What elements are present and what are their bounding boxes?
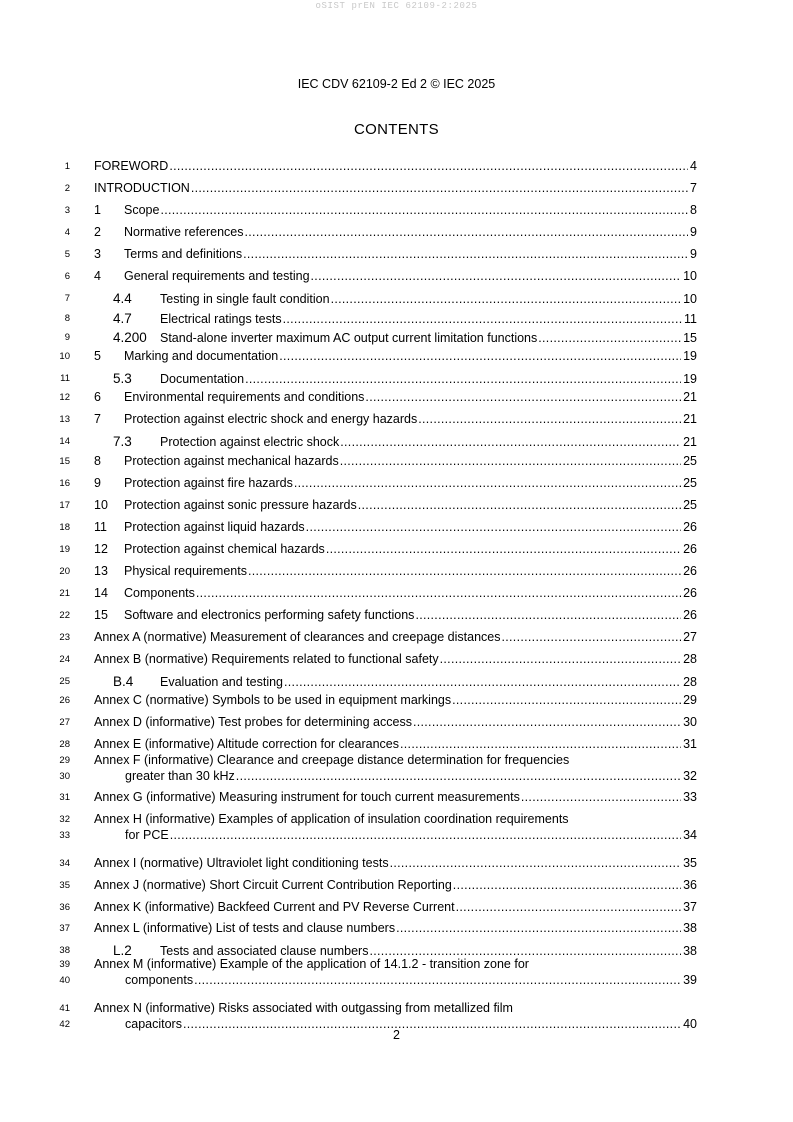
toc-entry[interactable] [0, 957, 793, 991]
toc-entry-title: Annex G (informative) Measuring instrument for touch current measurements [94, 790, 520, 804]
clause-number: 15 [94, 608, 108, 622]
page-reference: 33 [683, 790, 697, 804]
toc-entry-title: Testing in single fault condition [160, 292, 330, 306]
toc-entry-title: Protection against electric shock and energy hazards [124, 412, 418, 426]
toc-entry[interactable] [0, 542, 793, 564]
clause-number: 6 [94, 390, 101, 404]
toc-entry-row [113, 291, 697, 306]
page-reference: 28 [683, 675, 697, 689]
toc-entry-title: Annex A (normative) Measurement of clearances and creepage distances [94, 630, 501, 644]
toc-entry-title: capacitors [125, 1017, 182, 1031]
clause-number: B.4 [113, 674, 134, 689]
line-number: 14 [59, 436, 70, 447]
page-reference: 26 [683, 608, 697, 622]
clause-number: 9 [94, 476, 101, 490]
toc-entry-title: Tests and associated clause numbers [160, 944, 369, 958]
toc-entry-title: Normative references [124, 225, 244, 239]
line-number: 13 [59, 414, 70, 425]
dot-leader [400, 737, 681, 751]
clause-number: 14 [94, 586, 108, 600]
toc-entry-row [94, 693, 697, 707]
dot-leader [248, 564, 681, 578]
toc-entry[interactable] [0, 693, 793, 715]
page-reference: 25 [683, 476, 697, 490]
watermark: oSIST prEN IEC 62109-2:2025 [315, 1, 478, 11]
page-reference: 26 [683, 564, 697, 578]
page-number: 2 [393, 1028, 400, 1042]
toc-entry-row [94, 630, 697, 644]
toc-entry[interactable] [0, 476, 793, 498]
toc-entry-title: Evaluation and testing [160, 675, 284, 689]
toc-entry-row [94, 737, 697, 751]
line-number: 20 [59, 566, 70, 577]
page-reference: 30 [683, 715, 697, 729]
dot-leader [390, 856, 682, 870]
page-reference: 39 [683, 973, 697, 987]
toc-entry-row [94, 586, 697, 600]
toc-entry-row [94, 715, 697, 729]
dot-leader [283, 312, 682, 326]
page-reference: 21 [683, 412, 697, 426]
toc-entry-row [94, 542, 697, 556]
dot-leader [440, 652, 681, 666]
dot-leader [245, 225, 689, 239]
dot-leader [196, 586, 681, 600]
dot-leader [456, 900, 682, 914]
page-reference: 11 [684, 312, 697, 326]
toc-entry-row [113, 943, 697, 958]
dot-leader [340, 435, 681, 449]
clause-number: 2 [94, 225, 101, 239]
toc-entry[interactable] [0, 586, 793, 608]
clause-number: 4 [94, 269, 101, 283]
toc-entry-row [113, 434, 697, 449]
page-reference: 15 [683, 331, 697, 345]
page-reference: 21 [683, 435, 697, 449]
dot-leader [279, 349, 681, 363]
page-reference: 29 [683, 693, 697, 707]
dot-leader [294, 476, 681, 490]
line-number: 17 [59, 500, 70, 511]
toc-entry[interactable] [0, 434, 793, 456]
toc-entry[interactable] [0, 921, 793, 943]
toc-entry-row [113, 330, 697, 345]
line-number: 23 [59, 632, 70, 643]
toc-entry[interactable] [0, 812, 793, 846]
toc-entry[interactable] [0, 900, 793, 922]
line-number: 28 [59, 739, 70, 750]
dot-leader [194, 973, 681, 987]
clause-number: 4.200 [113, 330, 147, 345]
toc-entry-title: Environmental requirements and conditions [124, 390, 365, 404]
dot-leader [243, 247, 688, 261]
clause-number: L.2 [113, 943, 132, 958]
dot-leader [453, 878, 681, 892]
toc-entry-title: FOREWORD [94, 159, 169, 173]
toc-entry-row [125, 828, 697, 842]
line-number: 26 [59, 695, 70, 706]
line-number: 12 [59, 392, 70, 403]
toc-entry-row [94, 181, 697, 195]
page-reference: 34 [683, 828, 697, 842]
page-reference: 7 [690, 181, 697, 195]
toc-entry-row [94, 412, 697, 426]
clause-number: 13 [94, 564, 108, 578]
toc-entry-title: Documentation [160, 372, 245, 386]
page-reference: 26 [683, 586, 697, 600]
toc-entry[interactable] [0, 520, 793, 542]
toc-entry-title: Protection against electric shock [160, 435, 340, 449]
toc-entry-title: General requirements and testing [124, 269, 310, 283]
dot-leader [340, 454, 681, 468]
toc-entry[interactable] [0, 652, 793, 674]
clause-number: 5.3 [113, 371, 132, 386]
page-reference: 10 [683, 269, 697, 283]
toc-entry-title: Annex C (normative) Symbols to be used in equipment markings [94, 693, 452, 707]
page-reference: 8 [690, 203, 697, 217]
toc-entry[interactable] [0, 181, 793, 203]
line-number: 41 [59, 1003, 70, 1014]
toc-entry-row [94, 349, 697, 363]
line-number: 18 [59, 522, 70, 533]
toc-entry-row [94, 159, 697, 173]
document-header: IEC CDV 62109-2 Ed 2 © IEC 2025 [297, 77, 496, 91]
toc-entry-row [113, 311, 697, 326]
toc-entry-row [94, 203, 697, 217]
toc-entry-title: Scope [124, 203, 160, 217]
dot-leader [418, 412, 681, 426]
line-number: 24 [59, 654, 70, 665]
toc-entry-title: Electrical ratings tests [160, 312, 282, 326]
toc-entry[interactable] [0, 878, 793, 900]
clause-number: 1 [94, 203, 101, 217]
toc-entry-title: Software and electronics performing safety functions [124, 608, 415, 622]
page-reference: 21 [683, 390, 697, 404]
clause-number: 4.7 [113, 311, 132, 326]
toc-entry-row [94, 921, 697, 935]
page-reference: 28 [683, 652, 697, 666]
toc-entry-title: Annex K (informative) Backfeed Current and PV Reverse Current [94, 900, 455, 914]
toc-entry-row [94, 652, 697, 666]
toc-entry[interactable] [0, 269, 793, 291]
toc-entry[interactable] [0, 630, 793, 652]
page-reference: 25 [683, 498, 697, 512]
toc-entry-row [94, 269, 697, 283]
toc-entry-row [94, 520, 697, 534]
dot-leader [452, 693, 681, 707]
toc-entry-row [113, 674, 697, 689]
toc-entry[interactable] [0, 856, 793, 878]
clause-number: 10 [94, 498, 108, 512]
page-reference: 26 [683, 520, 697, 534]
toc-entry[interactable] [0, 390, 793, 412]
toc-entry-title: Marking and documentation [124, 349, 279, 363]
toc-entry-row [94, 790, 697, 804]
dot-leader [415, 608, 681, 622]
page-reference: 36 [683, 878, 697, 892]
toc-entry-title: INTRODUCTION [94, 181, 190, 195]
toc-entry-row [94, 454, 697, 468]
line-number: 36 [59, 902, 70, 913]
line-number: 38 [59, 945, 70, 956]
toc-entry-title: Protection against chemical hazards [124, 542, 325, 556]
dot-leader [306, 520, 681, 534]
line-number: 22 [59, 610, 70, 621]
page-reference: 35 [683, 856, 697, 870]
line-number: 11 [60, 373, 70, 384]
dot-leader [538, 331, 681, 345]
toc-entry-title: Annex I (normative) Ultraviolet light conditioning tests [94, 856, 389, 870]
line-number: 8 [64, 313, 70, 324]
toc-entry-title: Protection against liquid hazards [124, 520, 305, 534]
page-reference: 9 [690, 247, 697, 261]
toc-entry[interactable] [0, 412, 793, 434]
line-number: 10 [59, 351, 70, 362]
clause-number: 12 [94, 542, 108, 556]
toc-entry-title: Annex L (informative) List of tests and clause numbers [94, 921, 396, 935]
toc-entry-title: Annex B (normative) Requirements related to functional safety [94, 652, 439, 666]
dot-leader [326, 542, 681, 556]
line-number: 19 [59, 544, 70, 555]
toc-entry-title: greater than 30 kHz [125, 769, 235, 783]
dot-leader [369, 944, 681, 958]
clause-number: 7 [94, 412, 101, 426]
line-number: 37 [59, 923, 70, 934]
dot-leader [501, 630, 681, 644]
toc-entry-title: Physical requirements [124, 564, 247, 578]
toc-entry-row [94, 225, 697, 239]
line-number: 4 [64, 227, 70, 238]
toc-entry[interactable] [0, 790, 793, 812]
clause-number: 8 [94, 454, 101, 468]
line-number: 3 [64, 205, 70, 216]
page-reference: 4 [690, 159, 697, 173]
line-number: 27 [59, 717, 70, 728]
contents-title: CONTENTS [354, 121, 439, 138]
line-number: 21 [59, 588, 70, 599]
toc-entry-row [125, 769, 697, 783]
dot-leader [413, 715, 681, 729]
line-number: 15 [59, 456, 70, 467]
line-number: 34 [59, 858, 70, 869]
toc-entry[interactable] [0, 225, 793, 247]
page-reference: 31 [683, 737, 697, 751]
toc-entry[interactable] [0, 608, 793, 630]
page-reference: 9 [690, 225, 697, 239]
toc-entry-row [94, 390, 697, 404]
toc-entry[interactable] [0, 498, 793, 520]
page-reference: 19 [683, 349, 697, 363]
line-number: 25 [59, 676, 70, 687]
toc-entry[interactable] [0, 203, 793, 225]
toc-entry-title: Annex H (informative) Examples of application of insulation coordination requirements [94, 812, 569, 826]
toc-entry-row [94, 498, 697, 512]
toc-entry-title: Annex N (informative) Risks associated with outgassing from metallized film [94, 1001, 513, 1015]
dot-leader [521, 790, 681, 804]
dot-leader [396, 921, 681, 935]
toc-entry-title: Protection against sonic pressure hazards [124, 498, 357, 512]
toc-entry-row [94, 878, 697, 892]
line-number: 2 [64, 183, 70, 194]
dot-leader [245, 372, 681, 386]
toc-entry-title: Annex M (informative) Example of the application of 14.1.2 - transition zone for [94, 957, 529, 971]
toc-entry-row [94, 856, 697, 870]
toc-entry-title: Annex F (informative) Clearance and creepage distance determination for frequencies [94, 753, 570, 767]
dot-leader [170, 828, 681, 842]
clause-number: 11 [94, 520, 107, 534]
toc-entry[interactable] [0, 454, 793, 476]
line-number: 9 [64, 332, 70, 343]
page-reference: 37 [683, 900, 697, 914]
line-number: 30 [59, 771, 70, 782]
clause-number: 7.3 [113, 434, 132, 449]
dot-leader [365, 390, 681, 404]
toc-entry-title: Stand-alone inverter maximum AC output current limitation functions [160, 331, 538, 345]
line-number: 16 [59, 478, 70, 489]
page-reference: 40 [683, 1017, 697, 1031]
dot-leader [311, 269, 682, 283]
clause-number: 4.4 [113, 291, 132, 306]
toc-entry[interactable] [0, 564, 793, 586]
line-number: 7 [64, 293, 70, 304]
dot-leader [358, 498, 681, 512]
dot-leader [284, 675, 681, 689]
toc-entry-title: Terms and definitions [124, 247, 243, 261]
toc-entry[interactable] [0, 159, 793, 181]
dot-leader [331, 292, 682, 306]
line-number: 33 [59, 830, 70, 841]
line-number: 29 [59, 755, 70, 766]
page-reference: 27 [683, 630, 697, 644]
toc-entry-title: components [125, 973, 194, 987]
page-reference: 10 [683, 292, 697, 306]
line-number: 5 [64, 249, 70, 260]
line-number: 32 [59, 814, 70, 825]
toc-entry-row [113, 371, 697, 386]
toc-entry-row [94, 900, 697, 914]
line-number: 40 [59, 975, 70, 986]
line-number: 6 [64, 271, 70, 282]
toc-entry-row [125, 973, 697, 987]
toc-entry-title: for PCE [125, 828, 169, 842]
toc-entry-row [94, 564, 697, 578]
toc-entry-title: Protection against mechanical hazards [124, 454, 339, 468]
line-number: 1 [64, 161, 70, 172]
page-reference: 32 [683, 769, 697, 783]
toc-entry-row [94, 247, 697, 261]
toc-entry[interactable] [0, 753, 793, 787]
toc-entry[interactable] [0, 291, 793, 313]
page-reference: 26 [683, 542, 697, 556]
toc-entry-row [94, 476, 697, 490]
toc-entry-title: Annex D (informative) Test probes for determining access [94, 715, 412, 729]
page-reference: 19 [683, 372, 697, 386]
line-number: 31 [59, 792, 70, 803]
dot-leader [236, 769, 681, 783]
page-reference: 38 [683, 921, 697, 935]
toc-entry-title: Protection against fire hazards [124, 476, 293, 490]
line-number: 42 [59, 1019, 70, 1030]
dot-leader [160, 203, 688, 217]
clause-number: 5 [94, 349, 101, 363]
page-reference: 25 [683, 454, 697, 468]
toc-entry[interactable] [0, 349, 793, 371]
toc-entry-title: Annex J (normative) Short Circuit Current Contribution Reporting [94, 878, 452, 892]
toc-entry-title: Annex E (informative) Altitude correction for clearances [94, 737, 399, 751]
dot-leader [191, 181, 688, 195]
page-reference: 38 [683, 944, 697, 958]
clause-number: 3 [94, 247, 101, 261]
dot-leader [169, 159, 688, 173]
line-number: 39 [59, 959, 70, 970]
toc-entry-row [94, 608, 697, 622]
toc-entry[interactable] [0, 247, 793, 269]
toc-entry[interactable] [0, 715, 793, 737]
line-number: 35 [59, 880, 70, 891]
toc-entry-title: Components [124, 586, 195, 600]
